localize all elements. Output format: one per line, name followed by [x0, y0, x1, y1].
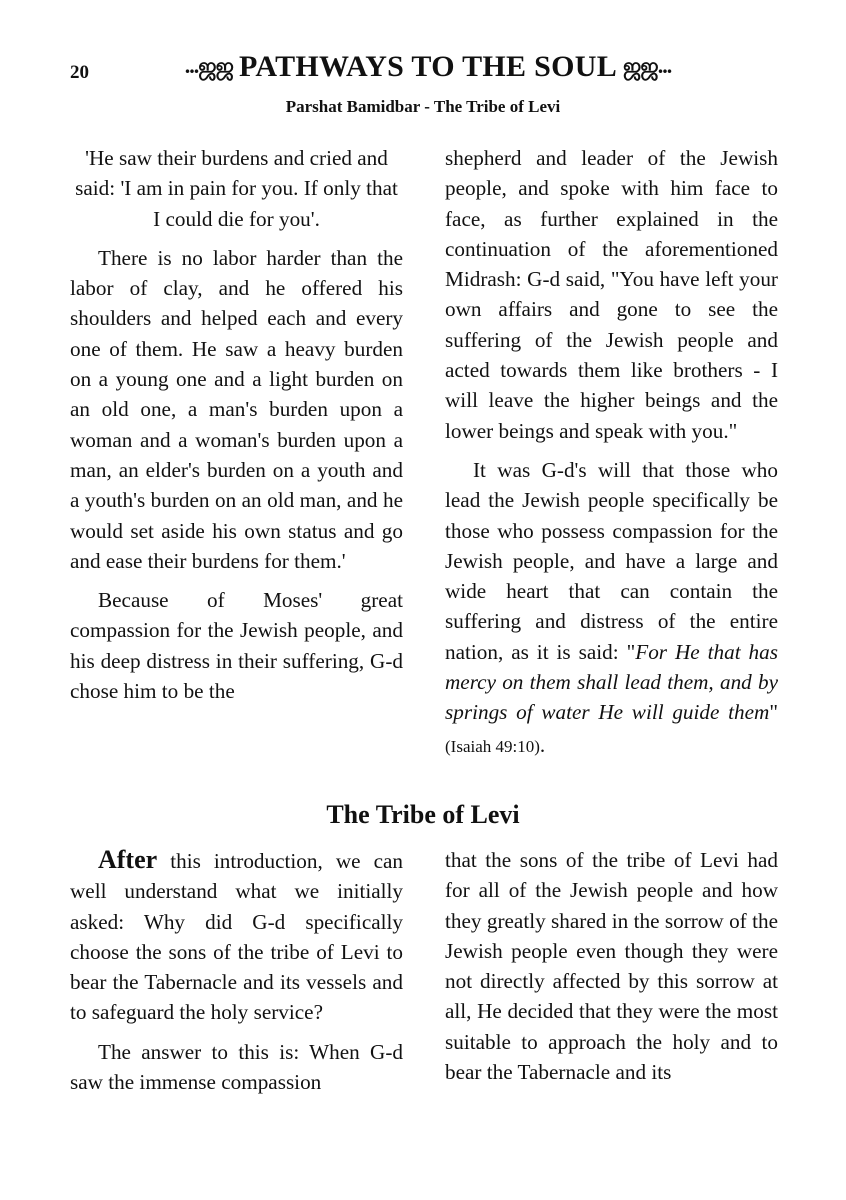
bottom-left-column: [70, 845, 403, 1106]
ornament-right-icon: ஜஜ...: [623, 52, 672, 78]
chapter-subtitle: Parshat Bamidbar - The Tribe of Levi: [285, 97, 561, 116]
section-heading: The Tribe of Levi: [326, 800, 520, 829]
body-paragraph: Because of Moses' great compassion for the Jewish people, and his deep distress in their suffering, G-d chose him to be the: [70, 588, 403, 704]
body-paragraph-with-quote: [445, 455, 778, 762]
body-paragraph: that the sons of the tribe of Levi had for all of the Jewish people and how they greatly shared in the sorrow of the Jewish people even though they were not directly affected by this sorrow at all, He decided that they were the most suitable to approach the holy and to bear the Tabernacle and its: [445, 848, 778, 1085]
paragraph-text: this introduction, we can well understand what we initially asked: Why did G-d specifically choose the sons of the tribe of Levi to bear the Tabernacle and its vessels and to safeguard the holy service?: [70, 849, 403, 1025]
top-right-column: [445, 143, 778, 771]
ornament-left-icon: ...ஜஜ: [184, 52, 233, 78]
body-paragraph: There is no labor harder than the labor of clay, and he offered his shoulders and helped each and every one of them. He saw a heavy burden on a young one and a light burden on an old one, a man's burden upon a woman and a woman's burden upon a man, an elder's burden on a youth and a youth's burden on an old man, and he would set aside his own status and go and ease their burdens for them.': [70, 245, 403, 573]
bottom-right-column: [445, 845, 778, 1096]
page-number: 20: [70, 62, 89, 83]
quote-close: ": [769, 700, 778, 725]
body-paragraph: shepherd and leader of the Jewish people, and spoke with him face to face, as further explained in the continuation of the aforementioned Midrash: G-d said, "You have left your own affairs and gone to see the suffering of the Jewish people and acted towards them like brothers - I will leave the higher beings and the lower beings and speak with you.": [445, 146, 778, 443]
paragraph-end: .: [539, 732, 546, 757]
book-title: PATHWAYS TO THE SOUL: [238, 50, 618, 83]
body-paragraph: [70, 845, 403, 1028]
scripture-quote: For He that has mercy on them shall lead them, and by springs of water He will guide them: [445, 639, 778, 725]
paragraph-text: It was G-d's will that those who lead the Jewish people specifically be those who possess compassion for the Jewish people, and have a large and wide heart that can contain the suffering and distress of the entire nation, as it is said: ": [445, 457, 778, 664]
running-head: [128, 50, 728, 84]
top-left-column: [70, 143, 403, 715]
body-paragraph: The answer to this is: When G-d saw the immense compassion: [70, 1039, 403, 1095]
citation: (Isaiah 49:10): [445, 736, 540, 756]
lead-word: After: [98, 845, 158, 874]
quote-paragraph: 'He saw their burdens and cried and said: 'I am in pain for you. If only that I could die for you'.: [75, 146, 398, 231]
